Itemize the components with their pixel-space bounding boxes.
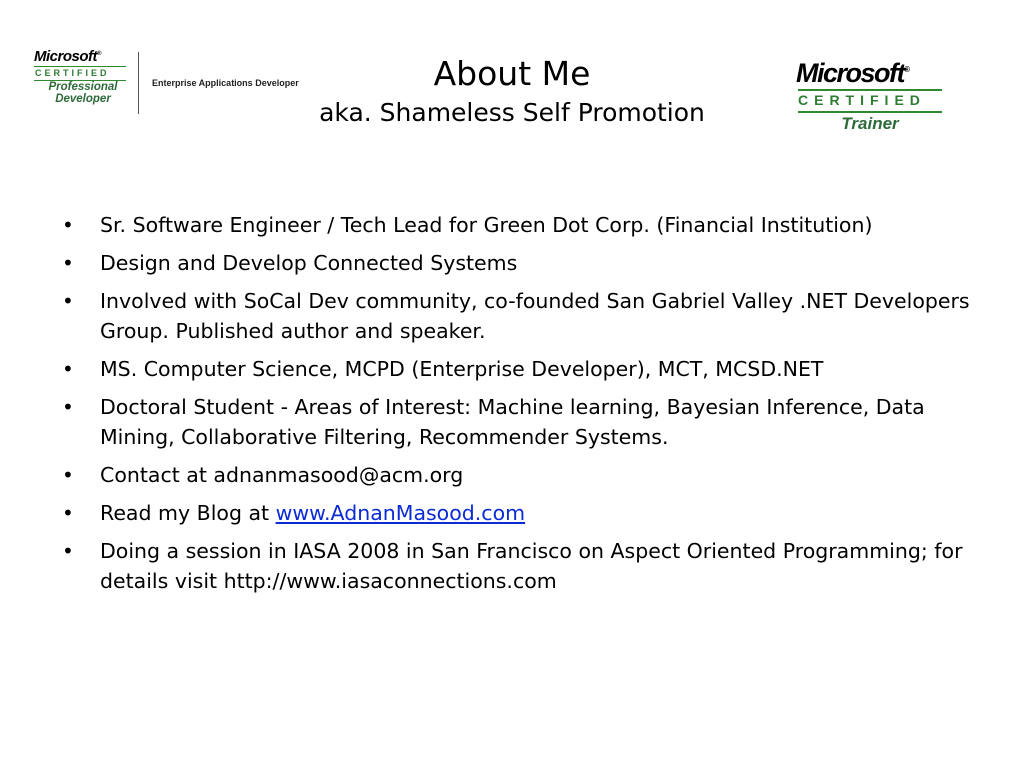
bullet-icon: • xyxy=(62,289,74,313)
bullet-item xyxy=(60,392,975,452)
mct-logo xyxy=(792,58,952,142)
mcpd-logo-line1: Professional xyxy=(48,81,118,93)
mcpd-logo-certified: CERTIFIED xyxy=(35,68,110,78)
bullet-icon: • xyxy=(62,501,74,525)
mcpd-logo-brand: Microsoft® xyxy=(34,48,101,65)
bullet-text: Doctoral Student - Areas of Interest: Machine learning, Bayesian Inference, Data Mining, Collaborative Filtering, Recommender Systems. xyxy=(100,395,925,449)
bullet-item xyxy=(60,536,975,596)
bullet-text: Sr. Software Engineer / Tech Lead for Green Dot Corp. (Financial Institution) xyxy=(100,213,873,237)
bullet-icon: • xyxy=(62,463,74,487)
bullet-item xyxy=(60,460,975,490)
mct-logo-rule-bottom xyxy=(798,111,942,113)
bullet-item xyxy=(60,248,975,278)
mct-logo-rule-top xyxy=(798,89,942,91)
bullet-icon: • xyxy=(62,251,74,275)
mct-logo-certified: CERTIFIED xyxy=(798,92,926,108)
bullet-icon: • xyxy=(62,213,74,237)
slide-subtitle: aka. Shameless Self Promotion xyxy=(319,98,705,127)
bullet-text-prefix: Read my Blog at xyxy=(100,501,276,525)
bullet-text: Doing a session in IASA 2008 in San Francisco on Aspect Oriented Programming; for details visit http://www.iasaconnections.com xyxy=(100,539,963,593)
mct-logo-brand: Microsoft® xyxy=(796,58,909,88)
bullet-icon: • xyxy=(62,357,74,381)
bullet-item xyxy=(60,286,975,346)
bullet-text: Contact at adnanmasood@acm.org xyxy=(100,463,464,487)
slide-title: About Me xyxy=(433,54,591,93)
bullet-item xyxy=(60,354,975,384)
bullet-text: MS. Computer Science, MCPD (Enterprise Developer), MCT, MCSD.NET xyxy=(100,357,824,381)
blog-link[interactable]: www.AdnanMasood.com xyxy=(275,501,526,525)
mcpd-logo-track: Enterprise Applications Developer xyxy=(152,78,299,88)
bullet-list xyxy=(60,210,975,604)
bullet-icon: • xyxy=(62,395,74,419)
mct-logo-role: Trainer xyxy=(841,114,899,133)
title-block xyxy=(250,54,774,130)
mcpd-logo-rule-top xyxy=(34,66,126,67)
bullet-icon: • xyxy=(62,539,74,563)
bullet-item xyxy=(60,210,975,240)
mcpd-logo-line2: Developer xyxy=(55,93,111,105)
bullet-text: Involved with SoCal Dev community, co-founded San Gabriel Valley .NET Developers Group. Published author and speaker. xyxy=(100,289,970,343)
mcpd-logo-credential xyxy=(38,81,128,105)
bullet-item xyxy=(60,498,975,528)
mcpd-logo-divider xyxy=(138,52,139,114)
bullet-text: Design and Develop Connected Systems xyxy=(100,251,518,275)
